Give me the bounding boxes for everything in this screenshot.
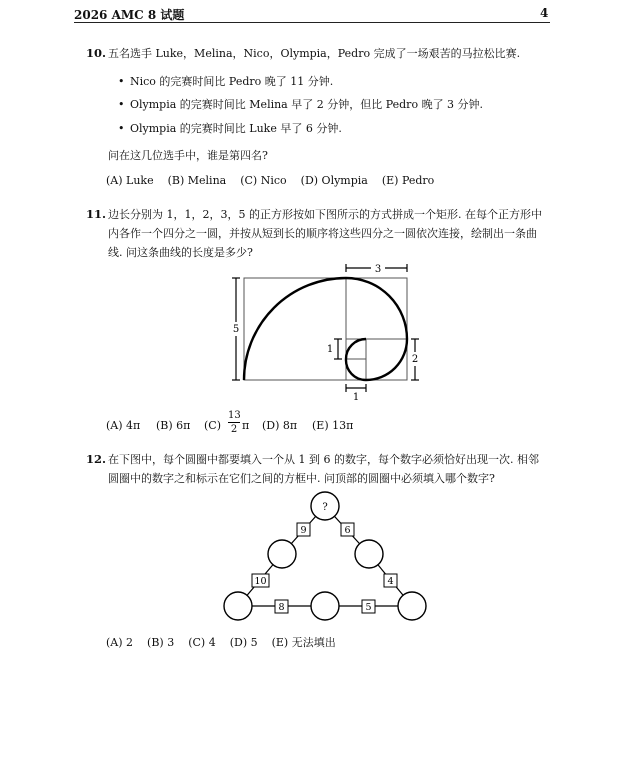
q12-line-2: 圆圈中的数字之和标示在它们之间的方框中. 问顶部的圆圈中必须填入哪个数字? bbox=[108, 472, 495, 485]
q11-choice-c-suffix: π bbox=[242, 419, 250, 432]
q12-choice-d: (D) 5 bbox=[229, 636, 258, 649]
fraction-denominator: 2 bbox=[230, 424, 238, 435]
q11-choice-c-fraction bbox=[228, 410, 240, 436]
q11-choice-d: (D) 8π bbox=[262, 419, 298, 432]
circle-bottom-mid bbox=[311, 592, 339, 620]
q10-question: 问在这几位选手中，谁是第四名? bbox=[108, 149, 268, 162]
q10-bullet-2: • Olympia 的完赛时间比 Melina 早了 2 分钟，但比 Pedro 晚了 3 分钟. bbox=[130, 95, 483, 114]
q12-number: 12. bbox=[86, 452, 107, 466]
q12-choices bbox=[106, 633, 350, 652]
q10-number: 10. bbox=[86, 46, 107, 60]
q12-line-1: 在下图中，每个圆圈中都要填入一个从 1 到 6 的数字，每个数字必须恰好出现一次. 相邻 bbox=[108, 453, 539, 466]
page-header-title: 2026 AMC 8 试题 bbox=[74, 8, 185, 22]
q12-choice-a: (A) 2 bbox=[106, 636, 134, 649]
q10-bullet-1: • Nico 的完赛时间比 Pedro 晚了 11 分钟. bbox=[130, 72, 333, 91]
q10-stem: 五名选手 Luke，Melina，Nico，Olympia，Pedro 完成了一场艰苦的马拉松比赛. bbox=[108, 47, 521, 60]
sum-label-4: 4 bbox=[387, 576, 394, 587]
q12-choice-b: (B) 3 bbox=[147, 636, 175, 649]
triangle-circle-figure bbox=[0, 480, 618, 630]
spiral-curve bbox=[244, 278, 407, 380]
q11-choice-e: (E) 13π bbox=[312, 419, 354, 432]
page-number: 4 bbox=[540, 6, 549, 20]
circle-bottom-right bbox=[398, 592, 426, 620]
q12-choice-e: (E) 无法填出 bbox=[271, 636, 336, 649]
q11-choice-c-prefix: (C) bbox=[204, 419, 221, 432]
circle-mid-left bbox=[268, 540, 296, 568]
top-circle-label: ? bbox=[322, 502, 328, 513]
q10-choice-b: (B) Melina bbox=[167, 174, 227, 187]
sum-label-5: 5 bbox=[365, 602, 372, 613]
dim-label-left: 5 bbox=[232, 324, 240, 335]
q11-choice-b: (B) 6π bbox=[156, 419, 191, 432]
dim-label-right: 2 bbox=[411, 354, 419, 365]
q12-choice-c: (C) 4 bbox=[188, 636, 216, 649]
q10-choice-a: (A) Luke bbox=[106, 174, 154, 187]
sum-label-8: 8 bbox=[278, 602, 285, 613]
circle-mid-right bbox=[355, 540, 383, 568]
dim-label-inner: 1 bbox=[326, 344, 334, 355]
dim-label-top: 3 bbox=[374, 264, 382, 275]
q10-bullet-3: • Olympia 的完赛时间比 Luke 早了 6 分钟. bbox=[130, 119, 342, 138]
fraction-numerator: 13 bbox=[228, 410, 241, 421]
q11-line-1: 边长分别为 1，1，2，3，5 的正方形按如下图所示的方式拼成一个矩形. 在每个正方形中 bbox=[108, 208, 542, 221]
q11-choice-a: (A) 4π bbox=[106, 419, 141, 432]
q11-line-2: 内各作一个四分之一圆，并按从短到长的顺序将这些四分之一圆依次连接，绘制出一条曲 bbox=[108, 227, 537, 240]
sum-label-6: 6 bbox=[344, 525, 351, 536]
sum-label-10: 10 bbox=[254, 576, 267, 587]
outer-rectangle bbox=[244, 278, 407, 380]
q11-number: 11. bbox=[86, 207, 107, 221]
dim-label-bottom: 1 bbox=[352, 392, 360, 403]
sum-label-9: 9 bbox=[300, 525, 307, 536]
q11-line-3: 线. 问这条曲线的长度是多少? bbox=[108, 246, 253, 259]
circle-bottom-left bbox=[224, 592, 252, 620]
q10-choice-e: (E) Pedro bbox=[381, 174, 435, 187]
q10-choice-d: (D) Olympia bbox=[300, 174, 368, 187]
q10-choice-c: (C) Nico bbox=[240, 174, 287, 187]
